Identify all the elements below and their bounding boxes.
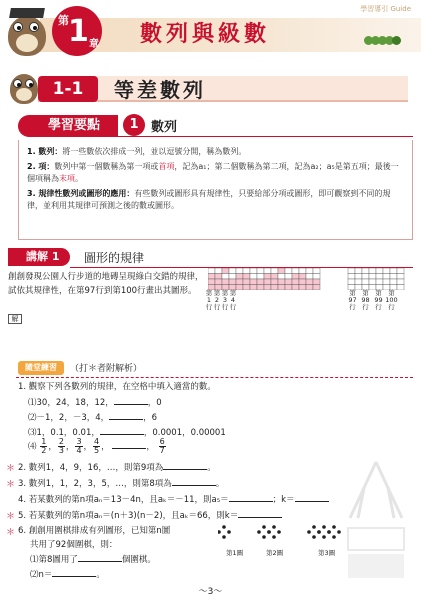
- tile: [299, 279, 306, 285]
- top-tag: 學習導引 Guide: [360, 5, 411, 13]
- tile: [264, 274, 271, 280]
- tile: [243, 279, 250, 285]
- tile: [250, 268, 257, 274]
- chapter-number-badge: [52, 6, 102, 56]
- go-stone: [322, 525, 326, 529]
- question-1-3: ⑶1，0.1，0.01， ，0.0001，0.00001: [28, 428, 226, 438]
- row-label: 第3行: [221, 289, 229, 311]
- chapter-number: 1: [68, 14, 89, 49]
- row-label: 第98行: [361, 289, 370, 311]
- watermark-logo-icon: [340, 458, 412, 583]
- chapter-header: [0, 0, 421, 62]
- star-mark: ＊: [6, 512, 16, 522]
- go-stone: [332, 525, 336, 529]
- tile: [215, 279, 222, 285]
- go-stone: [317, 530, 321, 534]
- tile: [355, 279, 362, 285]
- tile: [236, 279, 243, 285]
- practice-header: [8, 360, 413, 378]
- chapter-suffix: 章: [89, 39, 99, 50]
- go-stone: [222, 525, 226, 529]
- owl-small-icon: [8, 70, 40, 104]
- star-mark: ＊: [6, 464, 16, 474]
- tile: [222, 274, 229, 280]
- divider: [16, 377, 413, 378]
- tile: [299, 285, 306, 291]
- tile: [397, 274, 404, 280]
- tile-grid-right: [348, 268, 404, 290]
- chapter-title: 數列與級數: [140, 22, 271, 47]
- example-title: 圖形的規律: [84, 251, 145, 265]
- tile: [285, 274, 292, 280]
- tile: [355, 274, 362, 280]
- tile: [229, 279, 236, 285]
- go-stone: [277, 530, 281, 534]
- go-stone-chain-figure: [218, 520, 348, 546]
- tile: [306, 268, 313, 274]
- question-6-2: ⑵n＝ 。: [30, 570, 105, 580]
- go-stone: [257, 530, 261, 534]
- key-text: 將一些數依次排成一列，並以逗號分開，稱為數列。: [62, 147, 247, 156]
- question-6: 6. 創創用圍棋排成有列圖形，已知第n圖: [18, 526, 171, 536]
- tile: [250, 274, 257, 280]
- tile: [243, 274, 250, 280]
- question-3: 3. 數列1，1，2，3，5，…，則第8項為 。: [18, 479, 225, 489]
- key-term: 2. 項：: [27, 162, 55, 171]
- question-5: 5. 若某數列的第n項aₙ＝(n＋3)(n－2)，且aₖ＝66，則k＝: [18, 509, 282, 522]
- tile: [390, 268, 397, 274]
- tile: [313, 268, 320, 274]
- tile: [257, 274, 264, 280]
- tile: [348, 274, 355, 280]
- tile: [236, 285, 243, 291]
- go-stone: [322, 535, 326, 539]
- tile: [271, 274, 278, 280]
- tile: [376, 268, 383, 274]
- fraction: $\frac{2}{3}$: [58, 437, 64, 455]
- tile: [369, 268, 376, 274]
- tile: [215, 274, 222, 280]
- star-mark: ＊: [6, 528, 16, 538]
- key-item: [27, 161, 404, 185]
- tile: [222, 268, 229, 274]
- key-highlight: 末項: [59, 174, 75, 183]
- fraction: $\frac{1}{2}$: [41, 437, 47, 455]
- tile: [292, 268, 299, 274]
- figure-label: 第1圖: [226, 549, 244, 557]
- tile: [376, 279, 383, 285]
- tile: [285, 268, 292, 274]
- tile: [278, 285, 285, 291]
- learning-key-box: [18, 140, 413, 240]
- solution-label: 解: [8, 314, 22, 324]
- answer-blank[interactable]: [114, 396, 148, 405]
- answer-blank[interactable]: [100, 426, 144, 435]
- question-4: 4. 若某數列的第n項aₙ＝13－4n，且aₖ＝－11，則a₅＝ ；k＝: [18, 493, 329, 506]
- tile: [236, 274, 243, 280]
- tile: [257, 285, 264, 291]
- tile: [250, 279, 257, 285]
- tile: [271, 285, 278, 291]
- go-stone: [218, 530, 221, 534]
- chapter-prefix: 第: [58, 14, 69, 27]
- owl-mascot-icon: [4, 6, 50, 56]
- question-2: 2. 數列1，4，9，16，…，則第9項為 。: [18, 463, 216, 473]
- fraction-list: $\frac{1}{2}$ ， $\frac{2}{3}$ ， $\frac{3}{4}$ ， $\frac{4}{5}$ ，: [41, 437, 110, 455]
- row-label: 第97行: [348, 289, 357, 311]
- tile: [236, 268, 243, 274]
- tile: [383, 268, 390, 274]
- tile: [397, 285, 404, 291]
- tile: [313, 279, 320, 285]
- answer-blank[interactable]: [109, 411, 143, 420]
- tile: [348, 279, 355, 285]
- tile: [306, 274, 313, 280]
- tile: [299, 274, 306, 280]
- example-tag: 講解 1: [8, 248, 70, 266]
- question-1-1: ⑴30，24，18，12， ，0: [28, 398, 162, 408]
- tile: [390, 279, 397, 285]
- go-stone: [272, 535, 276, 539]
- tile: [313, 285, 320, 291]
- go-stone: [222, 535, 226, 539]
- example-text: 創創發現公園人行步道的地磚呈現綠白交錯的規律，試依其規律性，在第97行到第100行畫出其圖形。: [8, 272, 204, 296]
- tile: [271, 279, 278, 285]
- tile: [208, 268, 215, 274]
- section-title: 等差數列: [114, 78, 206, 102]
- divider: [118, 136, 413, 137]
- answer-blank[interactable]: [78, 553, 122, 562]
- tile: [278, 279, 285, 285]
- tile: [264, 268, 271, 274]
- key-text: ，記為a₁；第二個數稱為第二項，記為a₂；a₅是第五項；最後一個項稱為: [27, 162, 399, 183]
- tile: [376, 274, 383, 280]
- answer-blank[interactable]: [112, 440, 146, 449]
- tile: [278, 268, 285, 274]
- practice-tag: 隨堂練習: [18, 361, 64, 375]
- tile: [271, 268, 278, 274]
- go-stone: [227, 530, 231, 534]
- question-6-1: ⑴第8圖用了 個圍棋。: [30, 555, 156, 565]
- go-stone: [262, 535, 266, 539]
- tile: [362, 274, 369, 280]
- tile: [362, 279, 369, 285]
- go-stone: [262, 525, 266, 529]
- tile: [285, 279, 292, 285]
- figure-label: 第2圖: [266, 549, 284, 557]
- tile: [397, 268, 404, 274]
- answer-blank[interactable]: [295, 493, 329, 502]
- tile: [208, 279, 215, 285]
- tile: [348, 268, 355, 274]
- answer-blank[interactable]: [52, 568, 96, 577]
- tile: [257, 268, 264, 274]
- figure-label: 第3圖: [318, 549, 336, 557]
- row-label: 第1行: [205, 289, 213, 311]
- row-label: 第4行: [229, 289, 237, 311]
- go-stone: [312, 525, 316, 529]
- key-text: 數列中第一個數稱為第一項或: [54, 162, 159, 171]
- learning-key-title: 數列: [151, 120, 178, 135]
- tile: [243, 268, 250, 274]
- tile: [390, 274, 397, 280]
- tile: [208, 274, 215, 280]
- tile: [306, 279, 313, 285]
- learning-key-number: 1: [123, 114, 145, 136]
- key-text: 。: [75, 174, 83, 183]
- tile: [222, 279, 229, 285]
- go-stone: [312, 535, 316, 539]
- answer-blank[interactable]: [238, 509, 282, 518]
- tile: [383, 279, 390, 285]
- tile: [292, 274, 299, 280]
- tile: [369, 279, 376, 285]
- tile: [264, 285, 271, 291]
- tile-grid-left: [208, 268, 320, 290]
- learning-key-header: [18, 113, 413, 139]
- caterpillar-icon: [364, 30, 404, 44]
- go-stone: [332, 535, 336, 539]
- question-6-cont: 共用了92個圍棋，則：: [30, 540, 118, 550]
- answer-blank[interactable]: [172, 477, 216, 486]
- go-stone: [307, 530, 311, 534]
- key-item: [27, 146, 404, 158]
- tile: [383, 274, 390, 280]
- section-header: [8, 70, 413, 104]
- row-label: 第2行: [213, 289, 221, 311]
- tile: [397, 279, 404, 285]
- tile: [285, 285, 292, 291]
- key-text: 有些數列或圖形具有規律性，只要給部分項或圖形，即可觀察到不同的規律，並利用其規律可預測之後的數或圖形。: [27, 189, 391, 210]
- answer-blank[interactable]: [229, 493, 273, 502]
- tile: [362, 268, 369, 274]
- example-header: [8, 248, 413, 268]
- tile: [292, 285, 299, 291]
- tile: [355, 268, 362, 274]
- tile: [250, 285, 257, 291]
- question-1-2: ⑵－1，2，－3，4， ，6: [28, 413, 158, 423]
- key-item: [27, 188, 404, 212]
- fraction: $\frac{3}{4}$: [76, 437, 82, 455]
- go-stone: [327, 530, 331, 534]
- go-stone: [267, 530, 271, 534]
- tile: [299, 268, 306, 274]
- tile: [306, 285, 313, 291]
- fraction: $\frac{6}{7}$: [159, 437, 165, 455]
- row-label: 第99行: [374, 289, 383, 311]
- tile: [313, 274, 320, 280]
- tile: [257, 279, 264, 285]
- star-mark: ＊: [6, 480, 16, 490]
- fraction: $\frac{4}{5}$: [94, 437, 100, 455]
- tile: [369, 274, 376, 280]
- tile-pattern-figure: [208, 268, 413, 290]
- tile: [229, 274, 236, 280]
- section-number: 1-1: [38, 76, 98, 102]
- key-term: 3. 規律性數列或圖形的應用：: [27, 189, 135, 198]
- tile: [264, 279, 271, 285]
- tile: [278, 274, 285, 280]
- tile: [243, 285, 250, 291]
- key-highlight: 首項: [158, 162, 175, 171]
- question-1: 1. 觀察下列各數列的規律，在空格中填入適當的數。: [18, 382, 216, 392]
- answer-blank[interactable]: [163, 461, 207, 470]
- question-1-4: ⑷ $\frac{1}{2}$ ， $\frac{2}{3}$ ， $\frac{3}{4}$ ， $\frac{4}{5}$ ， ， $\frac{6}{7}$: [28, 437, 165, 455]
- tile: [292, 279, 299, 285]
- page-number: ～3～: [198, 587, 223, 597]
- key-term: 1. 數列：: [27, 147, 63, 156]
- tile: [215, 268, 222, 274]
- tile: [229, 268, 236, 274]
- practice-note: （打＊者附解析）: [70, 364, 143, 374]
- go-stone: [272, 525, 276, 529]
- learning-key-tab: 學習要點: [18, 115, 118, 137]
- row-label: 第100行: [385, 289, 398, 311]
